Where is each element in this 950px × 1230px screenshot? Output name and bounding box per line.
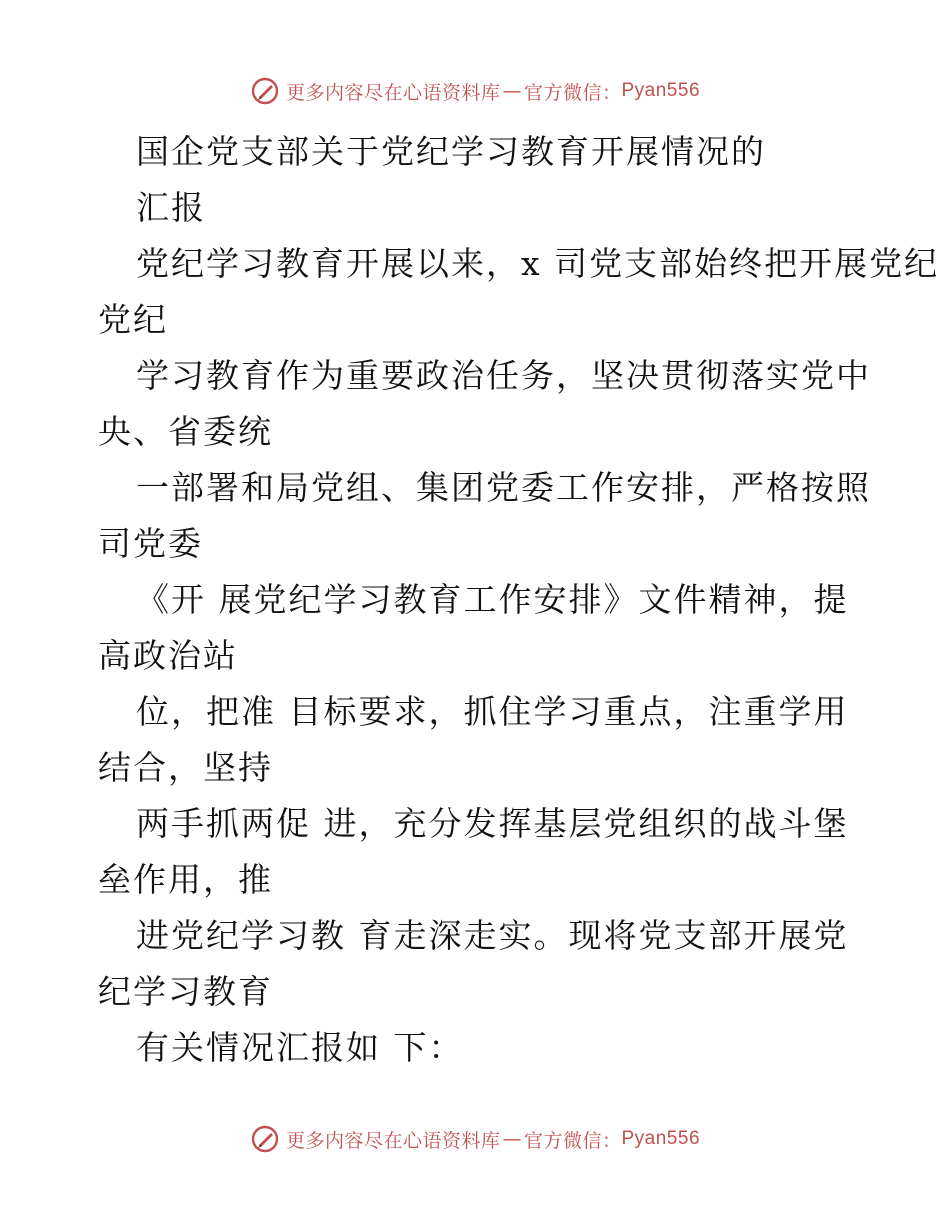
watermark-separator: —: [502, 1128, 522, 1150]
body-line: 进党纪学习教 育走深走实。现将党支部开展党: [136, 916, 849, 955]
body-line: 垒作用，推: [98, 860, 273, 899]
body-line: 党纪学习教育开展以来，x 司党支部始终把开展党纪: [136, 244, 940, 283]
watermark-text: 更多内容尽在心语资料库: [285, 81, 501, 104]
document-body: [98, 128, 940, 1072]
body-line: 央、省委统: [98, 412, 273, 451]
footer-watermark: [0, 1124, 950, 1154]
document-title-line-2: 汇报: [136, 188, 206, 227]
quill-pen-logo-icon: [250, 1124, 280, 1154]
body-line: 一部署和局党组、集团党委工作安排，严格按照: [136, 468, 871, 507]
body-line: 有关情况汇报如 下：: [136, 1028, 464, 1067]
watermark-text: 更多内容尽在心语资料库: [285, 1129, 501, 1152]
watermark-wechat-id: Pyan556: [621, 80, 701, 101]
body-line: 《开 展党纪学习教育工作安排》文件精神，提: [136, 580, 849, 619]
body-line: 结合，坚持: [98, 748, 273, 787]
watermark-contact-label: 官方微信：: [523, 1129, 622, 1152]
watermark-contact-label: 官方微信：: [523, 81, 622, 104]
body-line: 党纪: [98, 300, 168, 339]
body-line: 两手抓两促 进，充分发挥基层党组织的战斗堡: [136, 804, 849, 843]
body-line: 司党委: [98, 524, 203, 563]
body-line: 高政治站: [98, 636, 238, 675]
body-line: 学习教育作为重要政治任务，坚决贯彻落实党中: [136, 356, 871, 395]
quill-pen-logo-icon: [250, 76, 280, 106]
document-title-line-1: 国企党支部关于党纪学习教育开展情况的: [136, 132, 766, 171]
watermark-separator: —: [502, 80, 522, 102]
header-watermark: [0, 76, 950, 106]
body-line: 位，把准 目标要求，抓住学习重点，注重学用: [136, 692, 849, 731]
watermark-wechat-id: Pyan556: [621, 1128, 701, 1149]
body-line: 纪学习教育: [98, 972, 273, 1011]
